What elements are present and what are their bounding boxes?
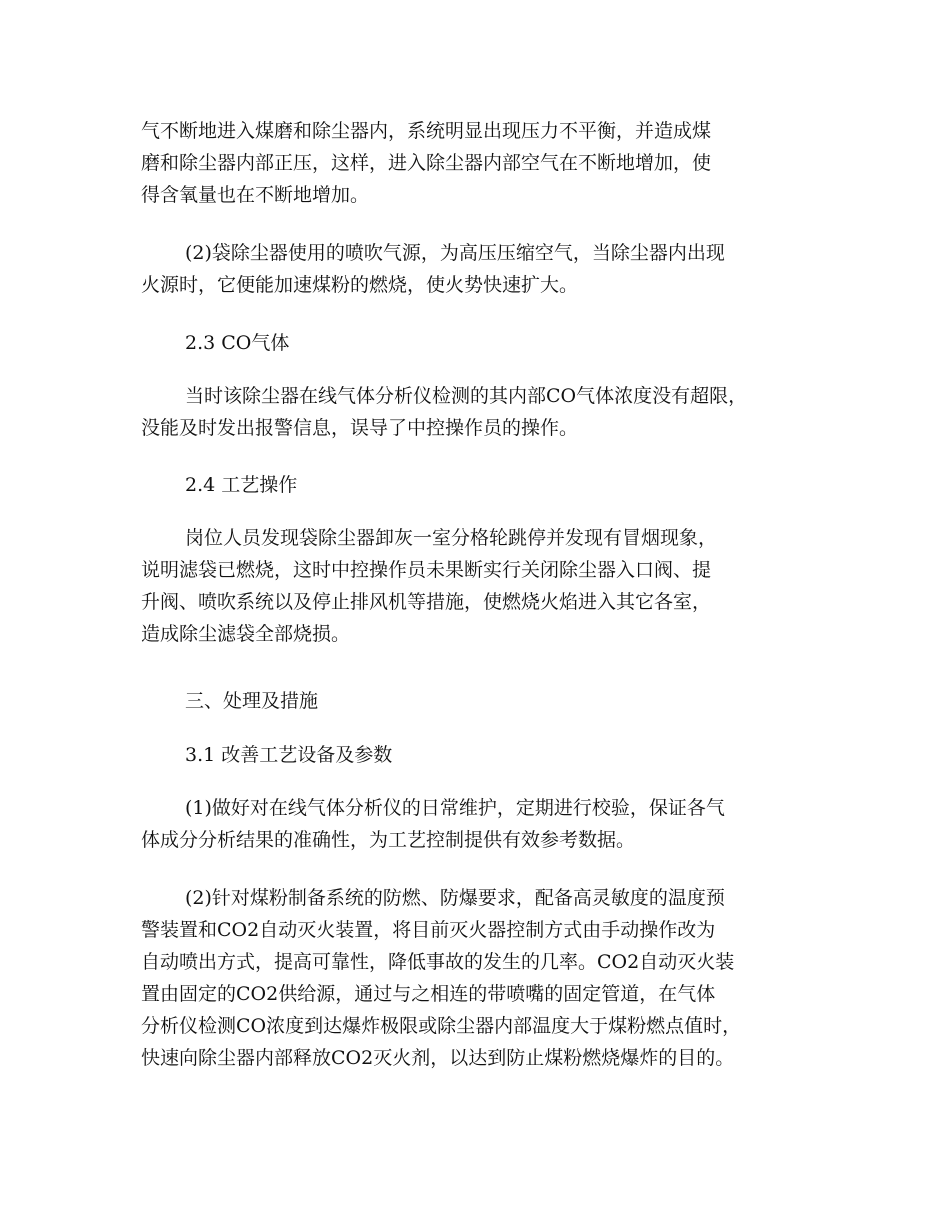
text-line: 造成除尘滤袋全部烧损。 <box>141 623 351 645</box>
text-line: 警装置和CO2自动灭火装置，将目前灭火器控制方式由手动操作改为 <box>141 919 716 941</box>
text-line: 说明滤袋已燃烧，这时中控操作员未果断实行关闭除尘器入口阀、提 <box>141 559 712 581</box>
paragraph-co-analyzer <box>141 380 821 444</box>
text-line: 没能及时发出报警信息，误导了中控操作员的操作。 <box>141 417 579 439</box>
text-line: 火源时，它便能加速煤粉的燃烧，使火势快速扩大。 <box>141 274 579 296</box>
section-heading-measures: 三、处理及措施 <box>185 690 319 712</box>
text-line: 气不断地进入煤磨和除尘器内，系统明显出现压力不平衡，并造成煤 <box>141 120 712 142</box>
text-line: 当时该除尘器在线气体分析仪检测的其内部CO气体浓度没有超限， <box>185 385 748 407</box>
paragraph-blowing-air-source <box>141 237 821 301</box>
text-line: (2)袋除尘器使用的喷吹气源，为高压压缩空气，当除尘器内出现 <box>185 242 725 264</box>
text-line: 升阀、喷吹系统以及停止排风机等措施，使燃烧火焰进入其它各室， <box>141 591 712 613</box>
paragraph-analyzer-maintenance <box>141 792 821 856</box>
paragraph-co2-fire-suppression <box>141 882 821 1074</box>
text-line: 岗位人员发现袋除尘器卸灰一室分格轮跳停并发现有冒烟现象， <box>185 527 718 549</box>
section-heading-improve-equipment: 3.1 改善工艺设备及参数 <box>185 744 393 766</box>
paragraph-operator-response <box>141 522 821 650</box>
text-line: 磨和除尘器内部正压，这样，进入除尘器内部空气在不断地增加，使 <box>141 152 712 174</box>
text-line: 快速向除尘器内部释放CO2灭火剂，以达到防止煤粉燃烧爆炸的目的。 <box>141 1047 735 1069</box>
section-heading-co-gas: 2.3 CO气体 <box>185 332 290 354</box>
text-line: (2)针对煤粉制备系统的防燃、防爆要求，配备高灵敏度的温度预 <box>185 887 725 909</box>
text-line: 置由固定的CO2供给源，通过与之相连的带喷嘴的固定管道，在气体 <box>141 983 716 1005</box>
text-line: 体成分分析结果的准确性，为工艺控制提供有效参考数据。 <box>141 829 636 851</box>
text-line: 自动喷出方式，提高可靠性，降低事故的发生的几率。CO2自动灭火装 <box>141 951 735 973</box>
text-line: 分析仪检测CO浓度到达爆炸极限或除尘器内部温度大于煤粉燃点值时， <box>141 1015 742 1037</box>
paragraph-gas-ingress <box>141 115 821 211</box>
text-line: (1)做好对在线气体分析仪的日常维护，定期进行校验，保证各气 <box>185 797 725 819</box>
section-heading-process-operation: 2.4 工艺操作 <box>185 474 298 496</box>
text-line: 得含氧量也在不断地增加。 <box>141 184 370 206</box>
